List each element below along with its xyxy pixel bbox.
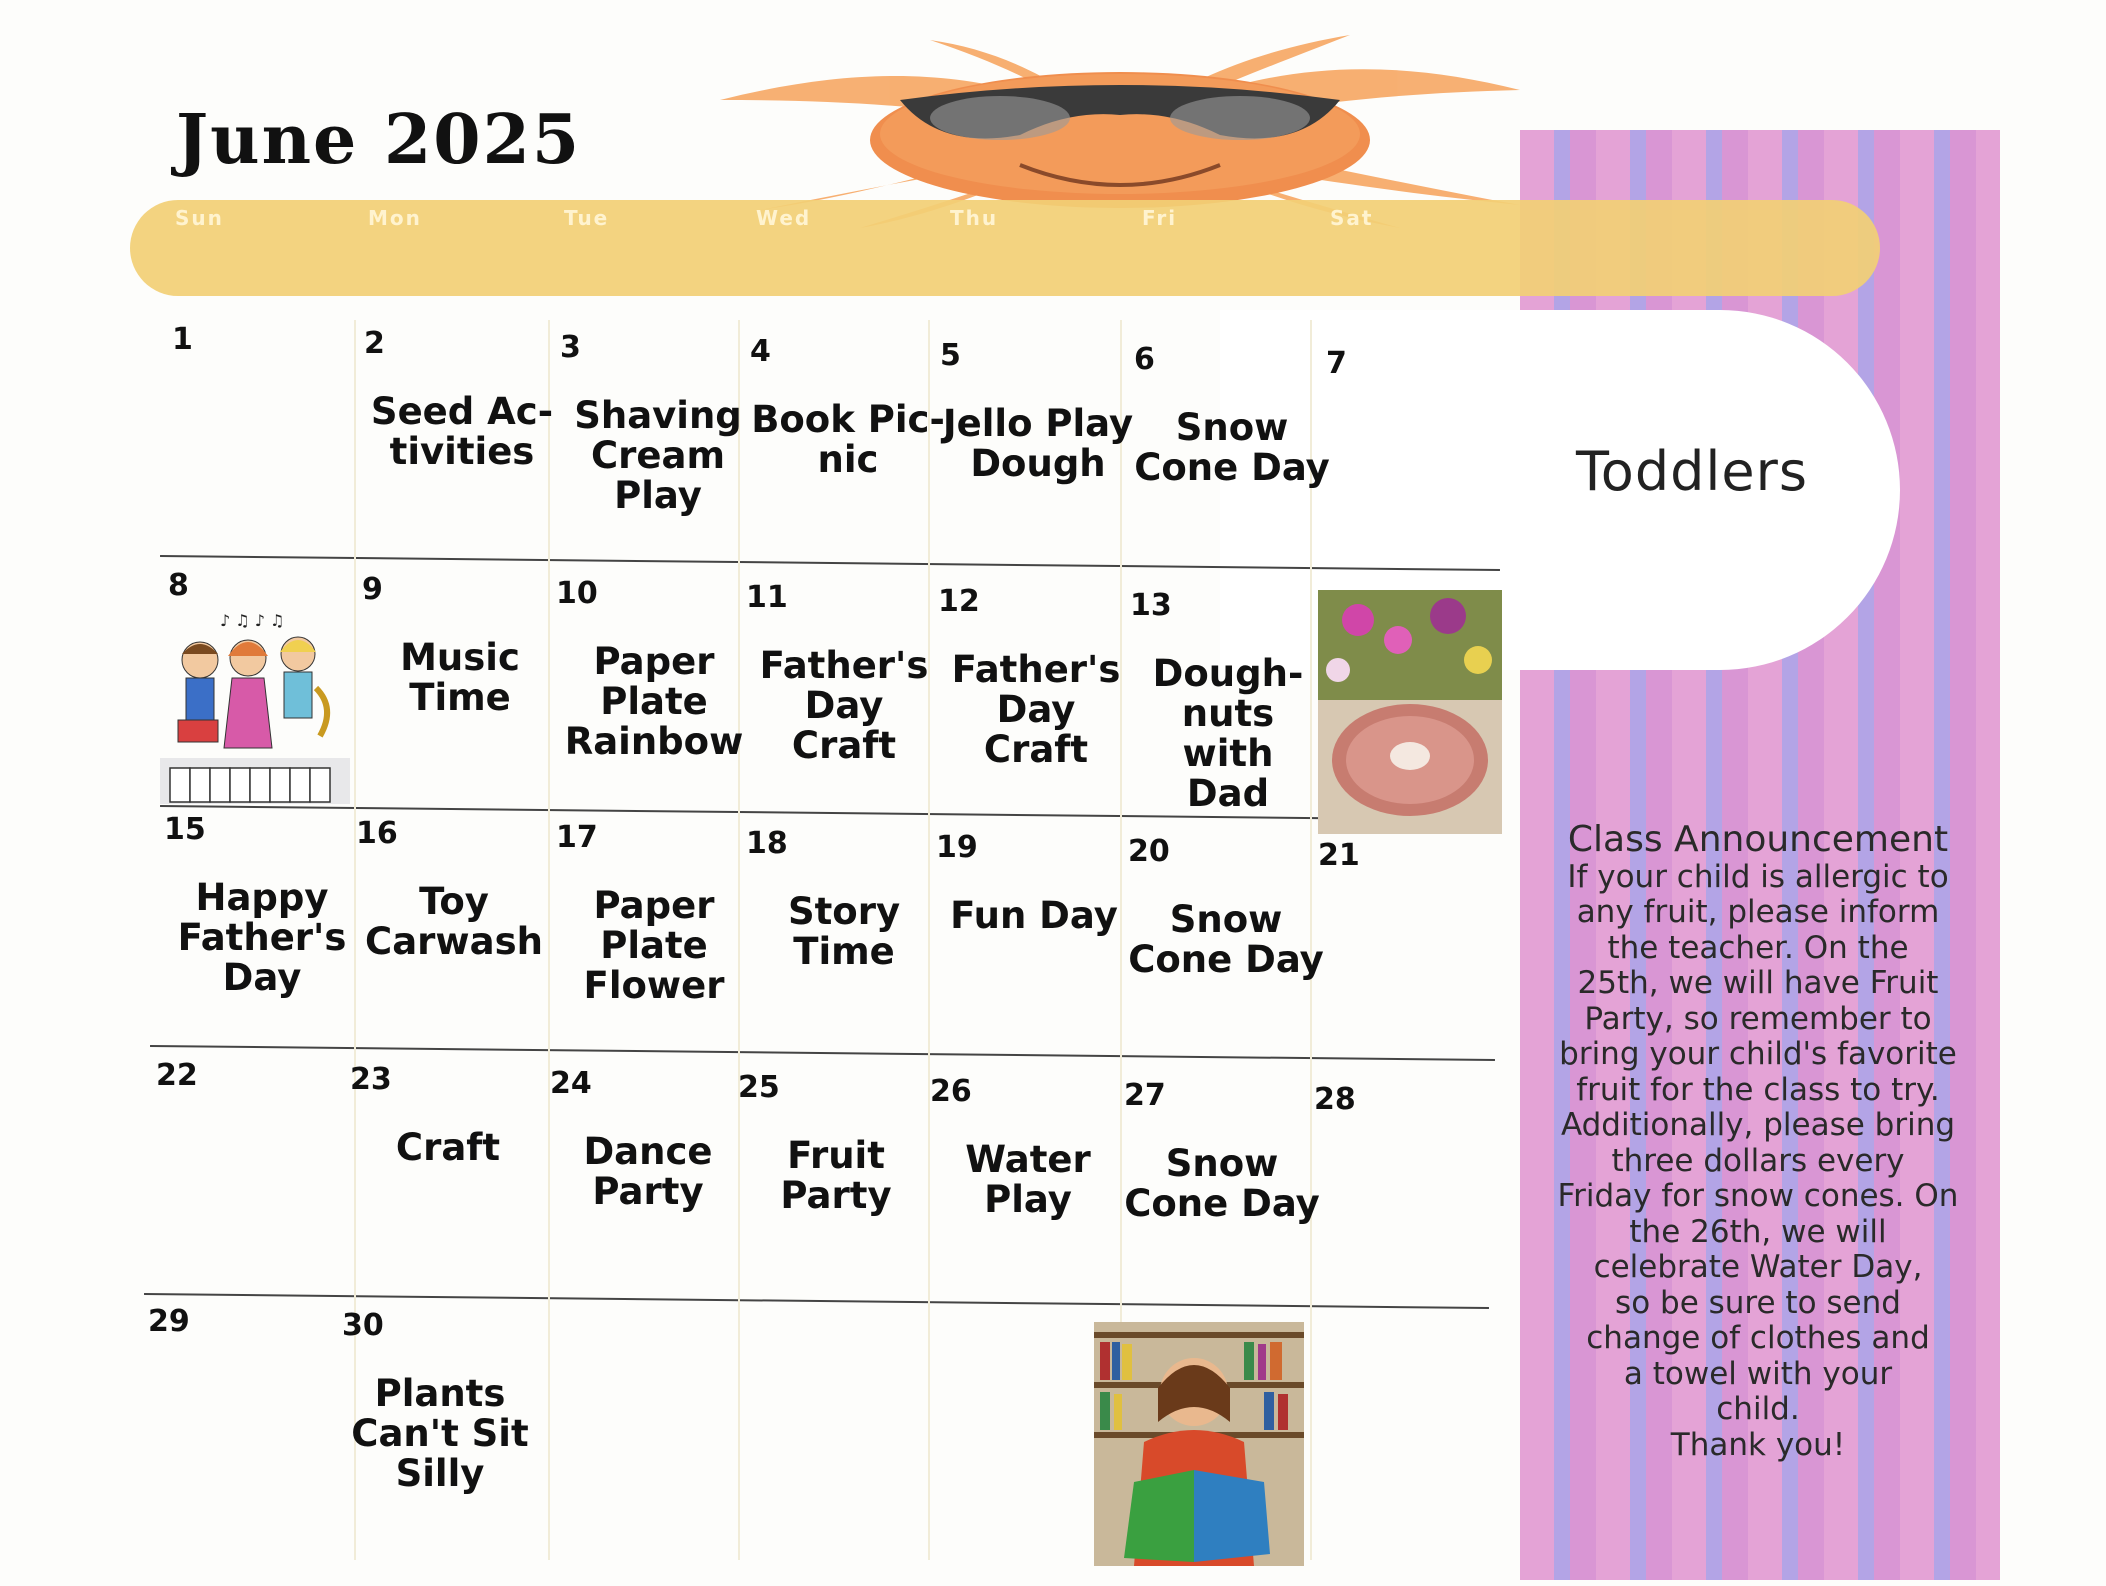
- day-number: 9: [362, 572, 383, 607]
- announcement-line: the teacher. On the: [1607, 929, 1909, 966]
- day-cell: [1326, 346, 1522, 576]
- day-number: 13: [1130, 588, 1172, 623]
- day-cell: [172, 322, 368, 552]
- day-event: Paper Plate Rainbow: [564, 640, 744, 763]
- day-event: Paper Plate Flower: [583, 884, 725, 1007]
- day-number: 27: [1124, 1078, 1166, 1113]
- class-announcement: [1548, 819, 1968, 1463]
- day-number: 5: [940, 338, 961, 373]
- day-number: 4: [750, 334, 771, 369]
- day-event: Dough- nuts with Dad: [1152, 652, 1304, 815]
- day-event: Snow Cone Day: [1128, 898, 1324, 981]
- announcement-line: Party, so remember to: [1584, 1000, 1932, 1037]
- donut-flowers-photo: [1318, 590, 1502, 834]
- day-event: Toy Carwash: [365, 880, 543, 963]
- day-event: Snow Cone Day: [1124, 1142, 1320, 1225]
- day-number: 18: [746, 826, 788, 861]
- announcement-line: change of clothes and: [1586, 1320, 1930, 1356]
- day-event: Father's Day Craft: [951, 648, 1121, 771]
- day-number: 16: [356, 816, 398, 851]
- day-number: 26: [930, 1074, 972, 1109]
- day-event: Story Time: [787, 890, 901, 973]
- day-cell: [164, 812, 360, 1042]
- day-cell: [550, 1066, 746, 1296]
- weekday-wed: Wed: [756, 206, 812, 230]
- weekday-thu: Thu: [950, 206, 999, 230]
- day-cell: [156, 1058, 352, 1288]
- announcement-line: Additionally, please bring: [1560, 1107, 1956, 1143]
- day-event: Shaving Cream Play: [574, 394, 742, 517]
- announcement-line: three dollars every: [1611, 1142, 1905, 1179]
- day-number: 29: [148, 1304, 190, 1339]
- day-cell: [148, 1304, 344, 1534]
- day-event: Dance Party: [583, 1130, 713, 1213]
- weekday-tue: Tue: [564, 206, 610, 230]
- day-number: 19: [936, 830, 978, 865]
- day-event: Music Time: [400, 636, 520, 719]
- day-number: 23: [350, 1062, 392, 1097]
- day-event: Water Play: [965, 1138, 1091, 1221]
- day-cell: [556, 820, 752, 1050]
- calendar-title: June 2025: [176, 100, 582, 180]
- day-cell: [560, 330, 756, 560]
- day-number: 24: [550, 1066, 592, 1101]
- day-cell: [1314, 1082, 1510, 1312]
- svg-text:♪ ♫ ♪ ♫: ♪ ♫ ♪ ♫: [220, 611, 285, 630]
- announcement-line: bring your child's favorite: [1559, 1036, 1957, 1072]
- day-cell: [1124, 1078, 1320, 1308]
- weekday-sat: Sat: [1330, 206, 1374, 230]
- announcement-line: so be sure to send: [1615, 1284, 1901, 1321]
- day-number: 22: [156, 1058, 198, 1093]
- day-cell: [356, 816, 552, 1046]
- day-number: 2: [364, 326, 385, 361]
- day-number: 3: [560, 330, 581, 365]
- day-event: Fruit Party: [780, 1134, 892, 1217]
- announcement-line: child.: [1716, 1391, 1800, 1427]
- day-number: 7: [1326, 346, 1347, 381]
- day-cell: [362, 572, 558, 802]
- announcement-heading: Class Announcement: [1567, 819, 1949, 860]
- day-cell: [350, 1062, 546, 1292]
- day-number: 10: [556, 576, 598, 611]
- announcement-line: 25th, we will have Fruit: [1577, 965, 1939, 1001]
- day-event: Craft: [395, 1126, 501, 1169]
- day-number: 1: [172, 322, 193, 357]
- day-cell: [1318, 838, 1514, 1068]
- day-event: Happy Father's Day: [177, 876, 347, 999]
- weekday-fri: Fri: [1142, 206, 1178, 230]
- donut-photo-icon: [1318, 590, 1502, 834]
- children-music-icon: [160, 608, 350, 808]
- reading-girl-icon: [1094, 1322, 1304, 1566]
- day-number: 8: [168, 568, 189, 603]
- day-number: 6: [1134, 342, 1155, 377]
- announcement-line: If your child is allergic to: [1567, 858, 1949, 895]
- day-cell: [746, 826, 942, 1056]
- announcement-line: celebrate Water Day,: [1593, 1249, 1923, 1285]
- day-event: Snow Cone Day: [1134, 406, 1330, 489]
- weekday-mon: Mon: [368, 206, 422, 230]
- day-event: Seed Ac- tivities: [370, 390, 554, 473]
- day-number: 12: [938, 584, 980, 619]
- day-number: 21: [1318, 838, 1360, 873]
- day-cell: [1134, 342, 1330, 572]
- day-event: Plants Can't Sit Silly: [351, 1372, 529, 1495]
- day-cell: [930, 1074, 1126, 1304]
- announcement-line: Thank you!: [1670, 1426, 1846, 1463]
- day-number: 11: [746, 580, 788, 615]
- weekday-names: [170, 200, 1374, 240]
- day-event: Book Pic- nic: [751, 398, 945, 481]
- day-cell: [936, 830, 1132, 1060]
- day-cell: [940, 338, 1136, 568]
- day-cell: [746, 580, 942, 810]
- day-event: Fun Day: [950, 894, 1118, 937]
- class-name: Toddlers: [1576, 440, 1808, 503]
- day-cell: [1128, 834, 1324, 1064]
- girl-reading-book-photo: [1094, 1322, 1304, 1566]
- announcement-line: fruit for the class to try.: [1576, 1071, 1940, 1108]
- day-cell: [364, 326, 560, 556]
- day-number: 30: [342, 1308, 384, 1343]
- day-cell: [1130, 588, 1326, 818]
- day-number: 17: [556, 820, 598, 855]
- day-cell: [738, 1070, 934, 1300]
- announcement-line: Friday for snow cones. On: [1557, 1178, 1959, 1214]
- weekday-sun: Sun: [175, 206, 224, 230]
- day-cell: [342, 1308, 538, 1538]
- announcement-line: any fruit, please inform: [1576, 894, 1940, 930]
- announcement-line: a towel with your: [1623, 1355, 1893, 1392]
- day-number: 28: [1314, 1082, 1356, 1117]
- day-number: 25: [738, 1070, 780, 1105]
- day-event: Jello Play Dough: [942, 402, 1134, 485]
- day-cell: [750, 334, 946, 564]
- day-cell: [938, 584, 1134, 814]
- day-number: 15: [164, 812, 206, 847]
- day-event: Father's Day Craft: [759, 644, 929, 767]
- announcement-line: the 26th, we will: [1629, 1213, 1887, 1250]
- day-number: 20: [1128, 834, 1170, 869]
- day-cell: [556, 576, 752, 806]
- children-music-illustration: [160, 608, 350, 808]
